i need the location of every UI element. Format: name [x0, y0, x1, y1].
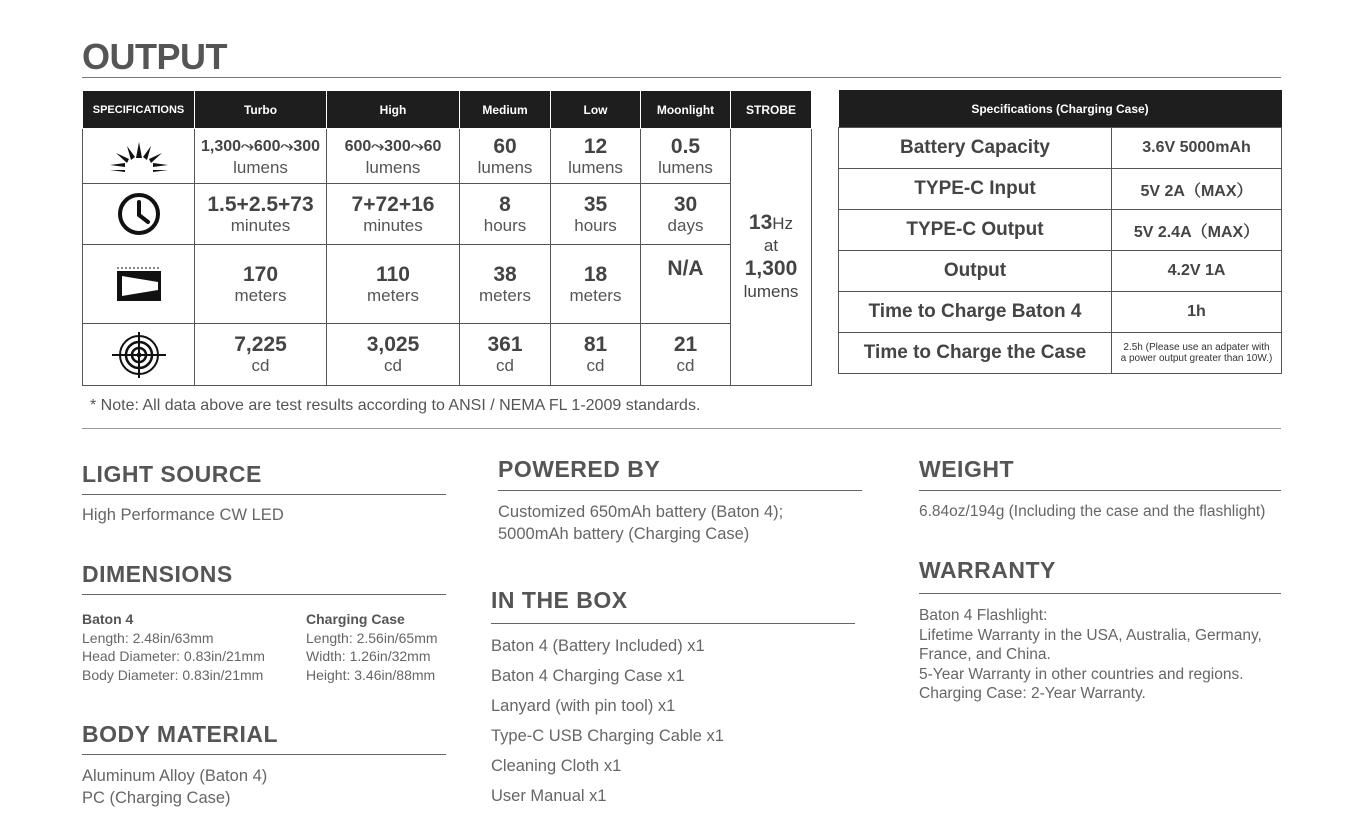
- col-header-moonlight: Moonlight: [641, 91, 731, 129]
- dimensions-rule: [82, 594, 446, 595]
- list-item: User Manual x1: [491, 787, 607, 805]
- row-icon-cell: [83, 245, 195, 324]
- cell-turbo-distance: 170 meters: [195, 245, 327, 324]
- dimensions-case-heading: Charging Case: [306, 611, 405, 627]
- col-header-medium: Medium: [460, 91, 551, 129]
- strobe-lumens-value: 1,300: [744, 257, 798, 280]
- cell-low-distance: 18 meters: [551, 245, 641, 324]
- list-item: Type-C USB Charging Cable x1: [491, 727, 724, 745]
- charging-row: TYPE-C Input 5V 2A（MAX）: [839, 169, 1282, 210]
- dimensions-title: DIMENSIONS: [82, 561, 233, 587]
- output-spec-table: [82, 90, 812, 386]
- section-divider: [82, 428, 1281, 429]
- col-header-low: Low: [551, 91, 641, 129]
- row-icon-cell: [83, 324, 195, 386]
- clock-icon: [116, 191, 162, 237]
- col-header-turbo: Turbo: [195, 91, 327, 129]
- col-header-specifications: SPECIFICATIONS: [83, 91, 195, 129]
- cell-high-distance: 110 meters: [327, 245, 460, 324]
- cell-medium-lumens: 60 lumens: [460, 129, 551, 184]
- in-the-box-list: [491, 631, 724, 811]
- target-intensity-icon: [110, 331, 168, 379]
- powered-by-rule: [498, 490, 862, 491]
- col-header-high: High: [327, 91, 460, 129]
- cell-low-lumens: 12 lumens: [551, 129, 641, 184]
- col-header-strobe: STROBE: [731, 91, 812, 129]
- list-item: Baton 4 Charging Case x1: [491, 667, 685, 685]
- spec-row-runtime: [83, 184, 812, 245]
- charging-row: Time to Charge Baton 4 1h: [839, 292, 1282, 333]
- title-divider: [82, 77, 1281, 78]
- page-title: OUTPUT: [82, 36, 227, 77]
- cell-turbo-intensity: 7,225 cd: [195, 324, 327, 386]
- strobe-frequency: 13: [748, 211, 773, 234]
- warranty-text: Baton 4 Flashlight: Lifetime Warranty in the USA, Australia, Germany, France, and China. 5-Year Warranty in other countries and regions. Charging Case: 2-Year Warranty.: [919, 607, 1262, 702]
- cell-turbo-lumens: 1,300⤳600⤳300 lumens: [195, 129, 327, 184]
- cell-medium-intensity: 361 cd: [460, 324, 551, 386]
- body-material-rule: [82, 754, 446, 755]
- light-source-text: High Performance CW LED: [82, 506, 284, 524]
- cell-medium-distance: 38 meters: [460, 245, 551, 324]
- charging-table-header: Specifications (Charging Case): [839, 90, 1282, 128]
- cell-strobe: [731, 129, 812, 386]
- warranty-title: WARRANTY: [919, 557, 1056, 583]
- dimensions-case: Charging Case Length: 2.56in/65mm Width: 1.26in/32mm Height: 3.46in/88mm: [306, 611, 438, 683]
- cell-turbo-runtime: 1.5+2.5+73 minutes: [195, 184, 327, 245]
- weight-text: 6.84oz/194g (Including the case and the flashlight): [919, 503, 1266, 520]
- spec-row-distance: [83, 245, 812, 324]
- strobe-at: at: [763, 236, 779, 255]
- dimensions-baton: Baton 4 Length: 2.48in/63mm Head Diameter: 0.83in/21mm Body Diameter: 0.83in/21mm: [82, 611, 265, 683]
- dimensions-baton-heading: Baton 4: [82, 611, 134, 627]
- cell-moonlight-distance: N/A: [641, 245, 731, 324]
- charging-row: Battery Capacity 3.6V 5000mAh: [839, 128, 1282, 169]
- powered-by-text: Customized 650mAh battery (Baton 4); 5000mAh battery (Charging Case): [498, 503, 784, 543]
- list-item: Baton 4 (Battery Included) x1: [491, 637, 705, 655]
- charging-row: TYPE-C Output 5V 2.4A（MAX）: [839, 210, 1282, 251]
- cell-high-runtime: 7+72+16 minutes: [327, 184, 460, 245]
- test-note: * Note: All data above are test results according to ANSI / NEMA FL 1-2009 standards.: [90, 397, 701, 414]
- charging-row: Output 4.2V 1A: [839, 251, 1282, 292]
- warranty-rule: [919, 593, 1281, 594]
- strobe-unit: Hz: [772, 214, 794, 233]
- strobe-lumens-unit: lumens: [743, 282, 799, 301]
- light-source-title: LIGHT SOURCE: [82, 461, 262, 487]
- list-item: Lanyard (with pin tool) x1: [491, 697, 676, 715]
- cell-moonlight-runtime: 30 days: [641, 184, 731, 245]
- light-source-rule: [82, 494, 446, 495]
- row-icon-cell: [83, 184, 195, 245]
- body-material-text: Aluminum Alloy (Baton 4) PC (Charging Case): [82, 767, 268, 807]
- cell-moonlight-intensity: 21 cd: [641, 324, 731, 386]
- weight-title: WEIGHT: [919, 456, 1014, 482]
- cell-high-lumens: 600⤳300⤳60 lumens: [327, 129, 460, 184]
- spec-row-lumens: [83, 129, 812, 184]
- charging-row: Time to Charge the Case 2.5h (Please use an adpater with a power output greater than 10W.): [839, 333, 1282, 374]
- list-item: Cleaning Cloth x1: [491, 757, 622, 775]
- cell-medium-runtime: 8 hours: [460, 184, 551, 245]
- charging-case-table: [838, 90, 1282, 374]
- in-the-box-rule: [491, 623, 855, 624]
- beam-distance-icon: [114, 264, 164, 304]
- spec-header-row: [83, 91, 812, 129]
- cell-low-intensity: 81 cd: [551, 324, 641, 386]
- brightness-rays-icon: [108, 138, 170, 174]
- cell-low-runtime: 35 hours: [551, 184, 641, 245]
- powered-by-title: POWERED BY: [498, 456, 661, 482]
- cell-moonlight-lumens: 0.5 lumens: [641, 129, 731, 184]
- cell-high-intensity: 3,025 cd: [327, 324, 460, 386]
- row-icon-cell: [83, 129, 195, 184]
- spec-row-intensity: [83, 324, 812, 386]
- weight-rule: [919, 490, 1281, 491]
- body-material-title: BODY MATERIAL: [82, 721, 279, 747]
- in-the-box-title: IN THE BOX: [491, 587, 628, 613]
